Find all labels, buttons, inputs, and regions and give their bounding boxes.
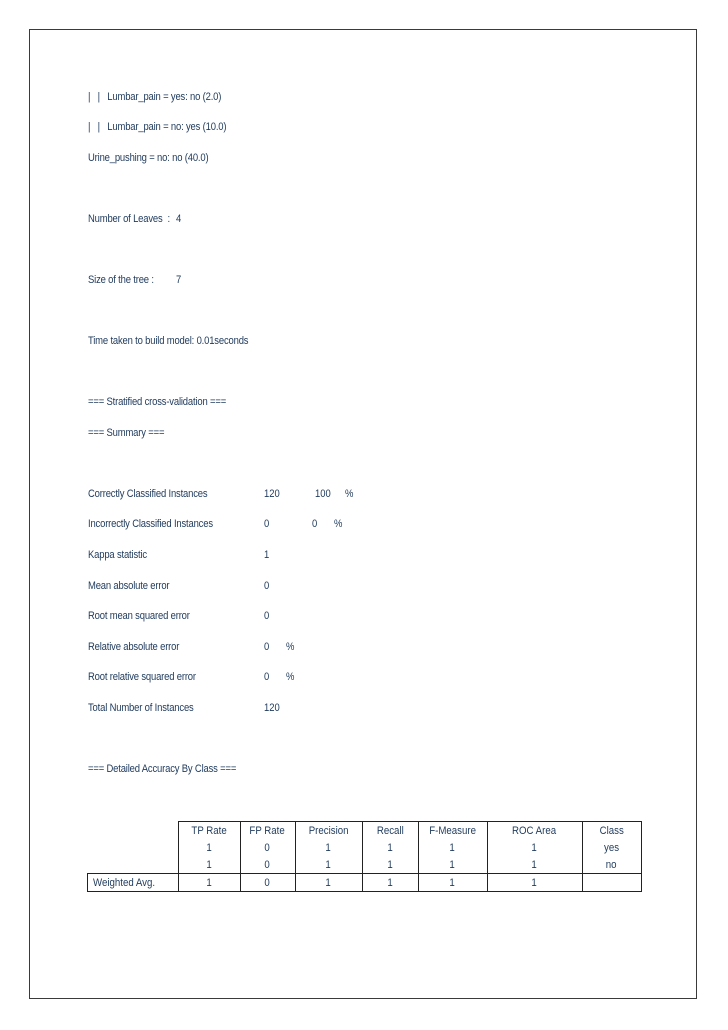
row-label: Weighted Avg.	[88, 874, 179, 892]
summary-unit: %	[286, 671, 295, 683]
table-corner	[88, 822, 179, 840]
summary-unit: %	[286, 641, 295, 653]
table-cell: 1	[487, 856, 582, 874]
table-cell: 0	[240, 874, 295, 892]
summary-value: 0	[264, 641, 270, 653]
table-cell: 1	[362, 874, 418, 892]
tree-size-value: 7	[176, 274, 182, 286]
summary-value: 0	[264, 580, 270, 592]
tree-line-3: Urine_pushing = no: no (40.0)	[88, 152, 209, 164]
table-cell: 1	[418, 839, 487, 856]
leaves-label: Number of Leaves :	[88, 213, 170, 225]
table-row	[88, 839, 642, 856]
tree-line-2: | | Lumbar_pain = no: yes (10.0)	[88, 121, 227, 133]
table-cell: 1	[487, 839, 582, 856]
summary-value: 120	[264, 702, 280, 714]
table-cell: 1	[295, 856, 362, 874]
summary-label: Incorrectly Classified Instances	[88, 518, 213, 530]
summary-label: Mean absolute error	[88, 580, 170, 592]
column-header: FP Rate	[240, 822, 295, 840]
summary-unit: %	[334, 518, 343, 530]
table-row	[88, 874, 642, 892]
table-cell	[582, 874, 641, 892]
column-header: Class	[582, 822, 641, 840]
table-cell: 1	[178, 839, 240, 856]
summary-label: Total Number of Instances	[88, 702, 194, 714]
summary-unit: %	[345, 488, 354, 500]
summary-label: Correctly Classified Instances	[88, 488, 208, 500]
summary-extra: 100	[315, 488, 331, 500]
summary-value: 1	[264, 549, 270, 561]
tree-line-1: | | Lumbar_pain = yes: no (2.0)	[88, 91, 222, 103]
leaves-value: 4	[176, 213, 182, 225]
column-header: Recall	[362, 822, 418, 840]
column-header: F-Measure	[418, 822, 487, 840]
column-header: ROC Area	[487, 822, 582, 840]
summary-value: 0	[264, 610, 270, 622]
column-header: TP Rate	[178, 822, 240, 840]
table-cell: 0	[240, 839, 295, 856]
summary-label: Root mean squared error	[88, 610, 190, 622]
summary-label: Relative absolute error	[88, 641, 180, 653]
summary-value: 0	[264, 518, 270, 530]
row-label	[88, 856, 179, 874]
table-cell: 1	[418, 856, 487, 874]
table-cell: no	[582, 856, 641, 874]
summary-value: 120	[264, 488, 280, 500]
table-cell: 1	[295, 874, 362, 892]
table-cell: 1	[295, 839, 362, 856]
summary-header: === Summary ===	[88, 427, 165, 439]
column-header: Precision	[295, 822, 362, 840]
summary-label: Kappa statistic	[88, 549, 147, 561]
cv-header: === Stratified cross-validation ===	[88, 396, 227, 408]
accuracy-header: === Detailed Accuracy By Class ===	[88, 763, 237, 775]
row-label	[88, 839, 179, 856]
table-row	[88, 856, 642, 874]
summary-value: 0	[264, 671, 270, 683]
tree-size-label: Size of the tree :	[88, 274, 154, 286]
accuracy-table	[87, 821, 642, 892]
table-header-row	[88, 822, 642, 840]
time-taken: Time taken to build model: 0.01seconds	[88, 335, 249, 347]
table-cell: 1	[178, 874, 240, 892]
table-cell: 1	[418, 874, 487, 892]
table-cell: 1	[362, 856, 418, 874]
table-cell: 1	[178, 856, 240, 874]
table-cell: 1	[362, 839, 418, 856]
summary-extra: 0	[312, 518, 318, 530]
summary-label: Root relative squared error	[88, 671, 196, 683]
table-cell: 1	[487, 874, 582, 892]
table-cell: yes	[582, 839, 641, 856]
table-cell: 0	[240, 856, 295, 874]
